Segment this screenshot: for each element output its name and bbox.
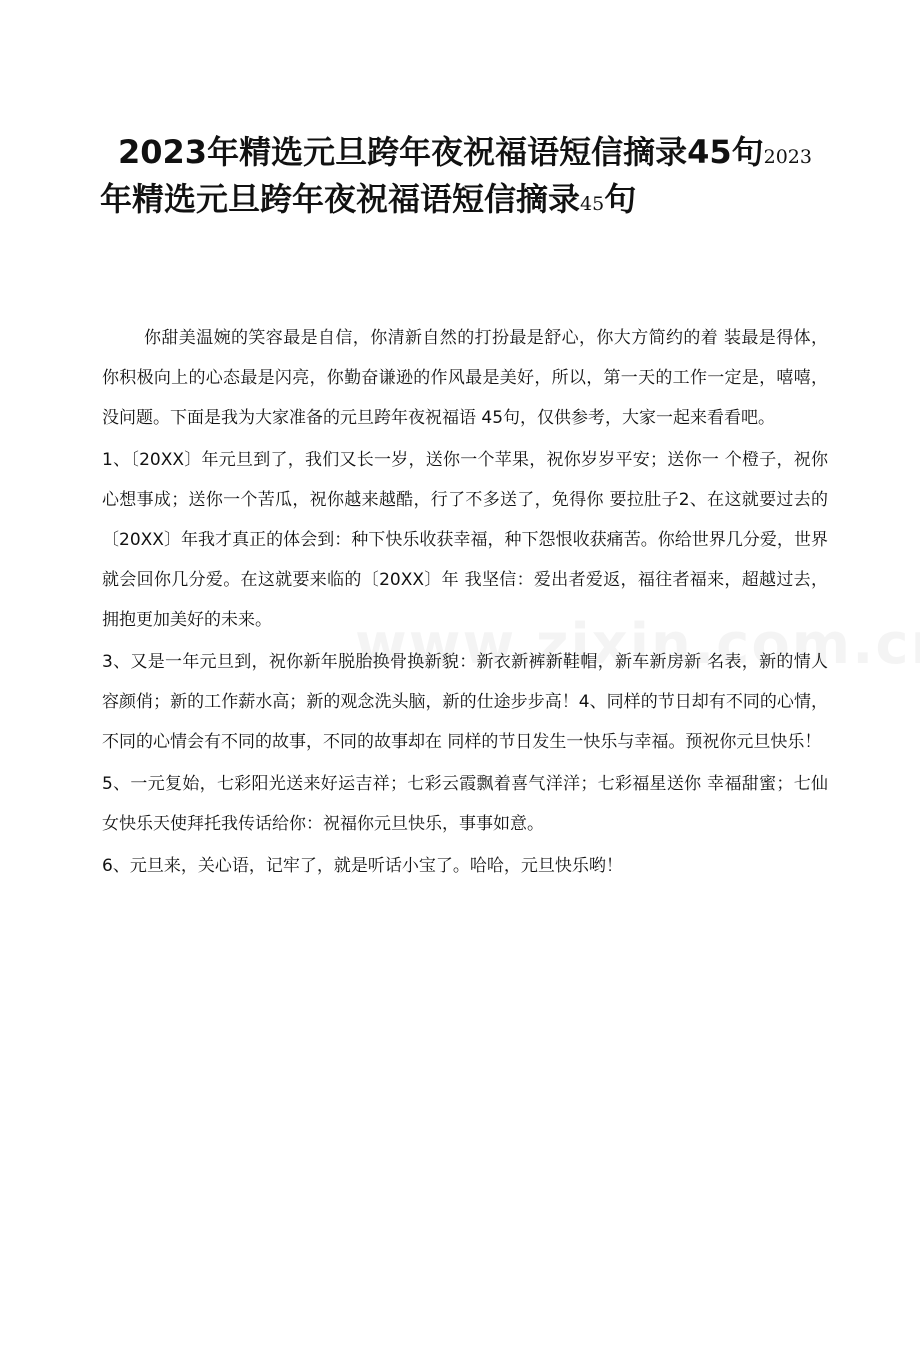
title-line2-main: 年精选元旦跨年夜祝福语短信摘录 [100,180,581,218]
paragraph: 1、〔20XX〕年元旦到了，我们又长一岁，送你一个苹果，祝你岁岁平安；送你一 个橙子，祝你心想事成；送你一个苦瓜，祝你越来越酷，行了不多送了，免得你 要拉肚子2、在这就要过去的〔20XX〕年我才真正的体会到：种下快乐收获幸福，种下怨恨收获痛苦。你给世界几分爱，世界就会回你几分爱。在这就要来临的〔20XX〕年 我坚信：爱出者爱返，福往者福来，超越过去，拥抱更加美好的未来。 [102,450,828,630]
paragraph: 5、一元复始，七彩阳光送来好运吉祥；七彩云霞飘着喜气洋洋；七彩福星送你 幸福甜蜜；七仙女快乐天使拜托我传话给你：祝福你元旦快乐，事事如意。 [102,774,828,834]
paragraph-intro: 你甜美温婉的笑容最是自信，你清新自然的打扮最是舒心，你大方简约的着 装最是得体，你积极向上的心态最是闪亮，你勤奋谦逊的作风最是美好，所以，第一天的工作一定是，嘻嘻，没问题。下面是我为大家准备的元旦跨年夜祝福语 45句，仅供参考，大家一起来看看吧。 [102,328,828,428]
title-line2-end: 句 [604,180,637,218]
document-title [100,131,830,225]
title-line2-small: 45 [580,193,605,215]
paragraph: 6、元旦来，关心语，记牢了，就是听话小宝了。哈哈，元旦快乐哟！ [102,856,623,876]
paragraph: 3、又是一年元旦到，祝你新年脱胎换骨换新貌：新衣新裤新鞋帽，新车新房新 名表，新的情人容颜俏；新的工作薪水高；新的观念洗头脑，新的仕途步步高！4、同样的节日却有不同的心情，不同的心情会有不同的故事，不同的故事却在 同样的节日发生一快乐与幸福。预祝你元旦快乐！ [102,652,828,752]
title-line1-tail: 2023 [763,146,812,168]
title-line1-main: 2023年精选元旦跨年夜祝福语短信摘录45句 [118,133,764,171]
document-body [102,318,828,888]
